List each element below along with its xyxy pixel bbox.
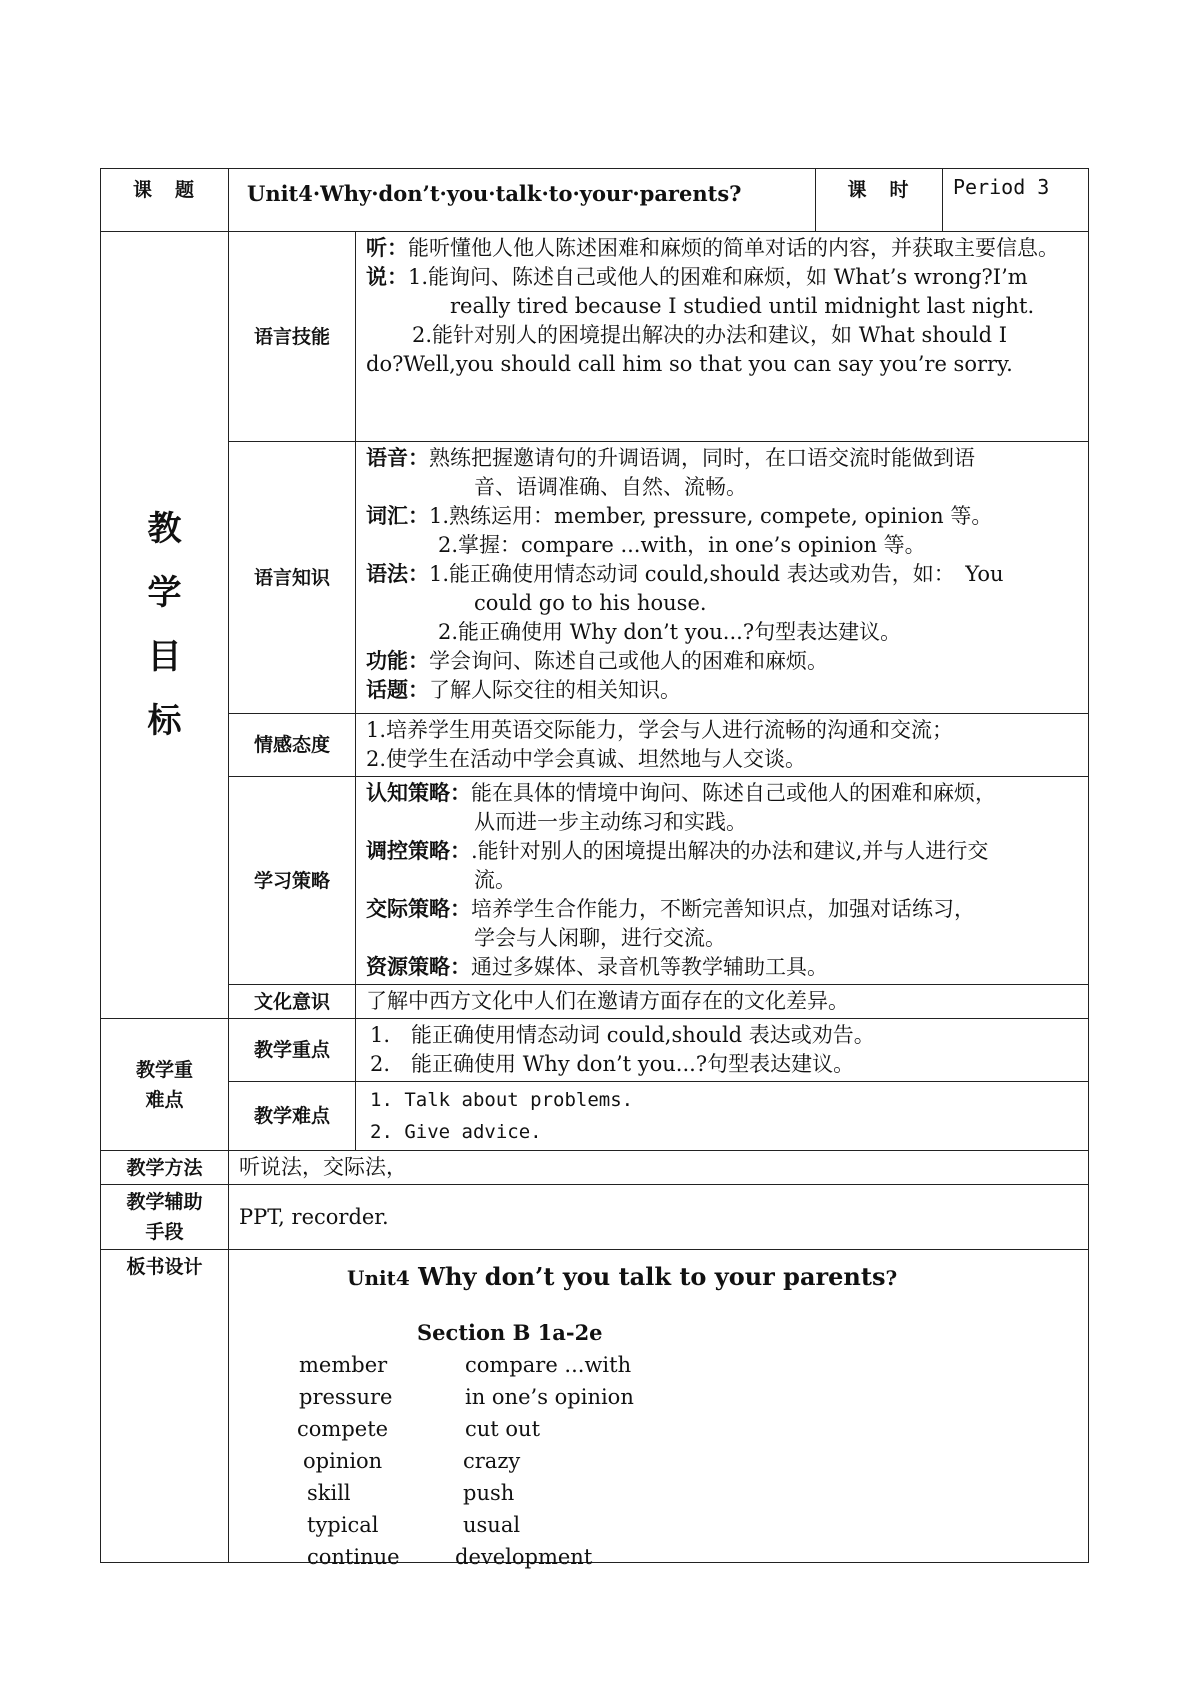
grammar-2: 2.能正确使用 Why don’t you...?句型表达建议。 (438, 620, 902, 644)
culture-text: 了解中西方文化中人们在邀请方面存在的文化差异。 (356, 985, 1089, 1019)
board-section: Section B 1a-2e (417, 1320, 603, 1345)
focus-label-b: 难点 (145, 1088, 184, 1111)
topic-label: 课 题 (101, 169, 229, 232)
board-content (229, 1250, 1089, 1569)
vocab-left-item: opinion (303, 1449, 383, 1473)
aids-text: PPT, recorder. (229, 1185, 1089, 1250)
cognitive-b: 从而进一步主动练习和实践。 (474, 810, 747, 834)
aids-label (101, 1185, 229, 1250)
vocabulary-1: 1.熟练运用：member, pressure, compete, opinion 等。 (429, 504, 993, 528)
attitude-line-1: 1.培养学生用英语交际能力，学会与人进行流畅的沟通和交流； (366, 718, 954, 742)
board-row (101, 1250, 1089, 1563)
vocab-left-item: typical (307, 1513, 379, 1537)
regulation-a: .能针对别人的困境提出解决的办法和建议,并与人进行交 (471, 839, 989, 863)
method-label: 教学方法 (101, 1151, 229, 1185)
phonetics-key: 语音： (366, 446, 429, 470)
vocab-right-item: development (455, 1545, 593, 1569)
aids-label-a: 教学辅助 (126, 1191, 203, 1213)
language-knowledge-label: 语言知识 (229, 442, 356, 714)
phonetics-a: 熟练把握邀请句的升调语调，同时，在口语交流时能做到语 (429, 446, 975, 470)
lesson-title: Unit4·Why·don’t·you·talk·to·your·parents? (229, 169, 816, 232)
vocabulary-key: 词汇： (366, 504, 429, 528)
attitude-line-2: 2.使学生在活动中学会真诚、坦然地与人交谈。 (366, 747, 807, 771)
speak-1a: 1.能询问、陈述自己或他人的困难和麻烦，如 What’s wrong?I’m (408, 265, 1028, 289)
topic-key: 话题： (366, 678, 429, 702)
regulation-b: 流。 (474, 868, 516, 892)
lesson-plan-table (100, 168, 1089, 1569)
key-point-1: 1. 能正确使用情态动词 could,should 表达或劝告。 (370, 1023, 875, 1047)
topic-text: 了解人际交往的相关知识。 (429, 678, 681, 702)
objectives-char-3: 目 (147, 637, 182, 677)
vocab-right-item: compare ...with (465, 1353, 632, 1377)
method-text: 听说法，交际法， (229, 1151, 1089, 1185)
vocab-left-item: compete (297, 1417, 389, 1441)
resource-key: 资源策略： (366, 955, 471, 979)
vocab-right-item: cut out (465, 1417, 541, 1441)
regulation-key: 调控策略： (366, 839, 471, 863)
strategy-content (356, 777, 1089, 985)
difficulties-row (101, 1082, 1089, 1151)
language-knowledge-row (101, 442, 1089, 714)
difficulties-label: 教学难点 (229, 1082, 356, 1151)
language-knowledge-content (356, 442, 1089, 714)
difficulty-1: 1. Talk about problems. (370, 1089, 634, 1111)
board-title-q: ? (885, 1266, 898, 1290)
cognitive-key: 认知策略： (366, 781, 471, 805)
grammar-1b: could go to his house. (474, 591, 707, 615)
vocab-left-item: continue (307, 1545, 400, 1569)
speak-2b: do?Well,you should call him so that you can say you’re sorry. (366, 352, 1013, 376)
attitude-row (101, 714, 1089, 777)
culture-row (101, 985, 1089, 1019)
aids-row (101, 1185, 1089, 1250)
vocabulary-2: 2.掌握：compare ...with，in one’s opinion 等。 (438, 533, 926, 557)
vocab-right-item: in one’s opinion (465, 1385, 634, 1409)
communication-a: 培养学生合作能力，不断完善知识点，加强对话练习， (471, 897, 975, 921)
board-title-rest: Why don’t you talk to your parents (418, 1262, 886, 1291)
speak-key: 说： (366, 265, 408, 289)
focus-label (101, 1019, 229, 1151)
objectives-char-4: 标 (147, 701, 182, 741)
header-row (101, 169, 1089, 232)
speak-2a: 2.能针对别人的困境提出解决的办法和建议，如 What should I (412, 323, 1008, 347)
vocab-left-item: skill (307, 1481, 351, 1505)
board-title-unit: Unit4 (347, 1266, 410, 1290)
key-point-2: 2. 能正确使用 Why don’t you...?句型表达建议。 (370, 1052, 855, 1076)
objectives-char-2: 学 (147, 573, 182, 613)
grammar-key: 语法： (366, 562, 429, 586)
period-value: Period 3 (943, 169, 1089, 232)
vocab-right-column (455, 1349, 634, 1573)
aids-label-b: 手段 (145, 1221, 184, 1243)
vocab-left-item: member (299, 1353, 388, 1377)
attitude-label: 情感态度 (229, 714, 356, 777)
difficulties-content (356, 1082, 1089, 1151)
key-points-label: 教学重点 (229, 1019, 356, 1082)
objectives-char-1: 教 (147, 509, 182, 549)
key-points-row (101, 1019, 1089, 1082)
attitude-content (356, 714, 1089, 777)
method-row (101, 1151, 1089, 1185)
vocab-right-item: crazy (463, 1449, 521, 1473)
strategy-label: 学习策略 (229, 777, 356, 985)
language-skills-row (101, 232, 1089, 442)
function-text: 学会询问、陈述自己或他人的困难和麻烦。 (429, 649, 828, 673)
language-skills-content (356, 232, 1089, 442)
function-key: 功能： (366, 649, 429, 673)
vocab-left-item: pressure (299, 1385, 393, 1409)
key-points-content (356, 1019, 1089, 1082)
board-label: 板书设计 (101, 1250, 229, 1563)
strategy-row (101, 777, 1089, 985)
communication-b: 学会与人闲聊，进行交流。 (474, 926, 726, 950)
focus-label-a: 教学重 (135, 1058, 193, 1081)
grammar-1a: 1.能正确使用情态动词 could,should 表达或劝告，如： You (429, 562, 1004, 586)
culture-label: 文化意识 (229, 985, 356, 1019)
objectives-label (101, 232, 229, 1019)
language-skills-label: 语言技能 (229, 232, 356, 442)
communication-key: 交际策略： (366, 897, 471, 921)
cognitive-a: 能在具体的情境中询问、陈述自己或他人的困难和麻烦， (471, 781, 996, 805)
vocab-right-item: push (463, 1481, 515, 1505)
vocab-left-column (295, 1349, 400, 1573)
vocab-right-item: usual (463, 1513, 521, 1537)
listen-key: 听： (366, 236, 408, 260)
listen-text: 能听懂他人他人陈述困难和麻烦的简单对话的内容，并获取主要信息。 (408, 236, 1059, 260)
phonetics-b: 音、语调准确、自然、流畅。 (474, 475, 747, 499)
period-label: 课 时 (816, 169, 943, 232)
board-title (347, 1262, 897, 1291)
difficulty-2: 2. Give advice. (370, 1121, 542, 1143)
speak-1b: really tired because I studied until midnight last night. (450, 294, 1035, 318)
resource-text: 通过多媒体、录音机等教学辅助工具。 (471, 955, 828, 979)
